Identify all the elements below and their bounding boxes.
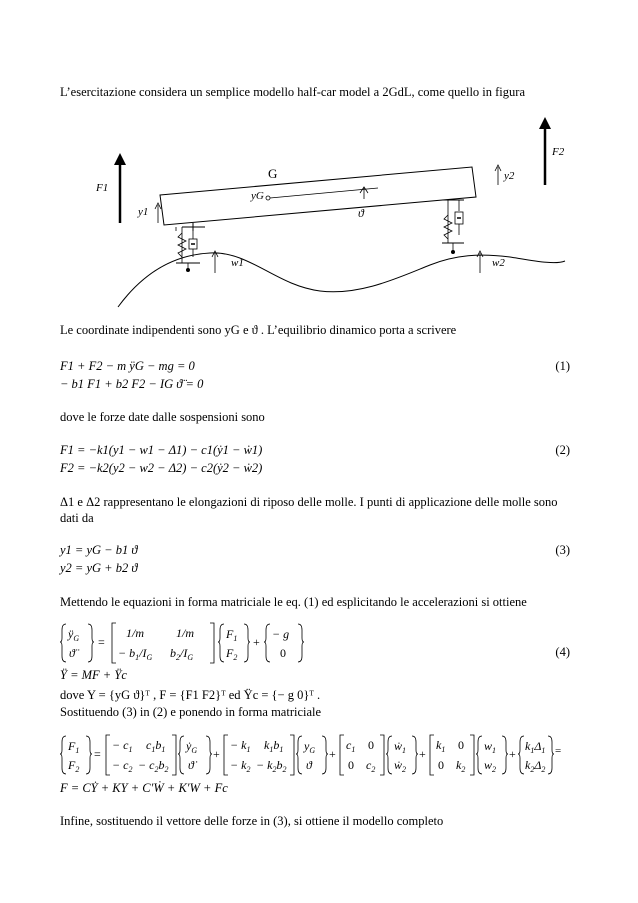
svg-text:− c2: − $c_2$ — [112, 758, 133, 774]
eq4-matrix — [60, 620, 320, 666]
eq3-line2: y2 = yG + b2 ϑ — [60, 561, 138, 575]
svg-text:+: + — [253, 635, 260, 649]
svg-text:k1Δ1: $k_1\Delta_1$ — [525, 739, 546, 755]
svg-text:c1b1: $c_1b_1$ — [146, 738, 166, 754]
definition-text: dove Y = {yG ϑ}ᵀ , F = {F1 F2}ᵀ ed Ÿc = {− g 0}ᵀ . — [60, 688, 321, 702]
forces-text: dove le forze date dalle sospensioni sono — [60, 410, 265, 424]
eq3-number: (3) — [555, 543, 570, 557]
svg-text:− k2: − $k_2$ — [230, 758, 251, 774]
svg-text:1/m: 1/m — [176, 626, 194, 640]
svg-text:c2: $c_2$ — [366, 758, 376, 774]
eq5-matrix — [60, 732, 560, 778]
svg-text:k2: $k_2$ — [456, 758, 466, 774]
label-y2: y2 — [504, 170, 515, 182]
car-body — [160, 167, 476, 225]
label-yG: yG — [251, 190, 264, 202]
label-y1: y1 — [138, 206, 149, 218]
svg-text:F2: $F_2$ — [68, 758, 80, 774]
label-w2: w2 — [492, 257, 505, 269]
label-F2: F2 — [552, 146, 565, 158]
substitution-text: Sostituendo (3) in (2) e ponendo in forma matriciale — [60, 705, 322, 719]
eq2-line1: F1 = −k1(y1 − w1 − Δ1) − c1(ẏ1 − ẇ1) — [60, 443, 263, 457]
eq3-line1: y1 = yG − b1 ϑ — [60, 543, 138, 557]
svg-text:=: = — [555, 745, 562, 757]
svg-text:F1: $F_1$ — [68, 739, 80, 755]
svg-text:0: 0 — [438, 758, 444, 772]
eq4-compact: Ÿ = MF + Ÿc — [60, 668, 127, 682]
coords-text: Le coordinate indipendenti sono yG e ϑ . L’equilibrio dinamico porta a scrivere — [60, 323, 457, 337]
svg-text:ẏG: ẏ$_G$ — [186, 739, 198, 755]
label-F1: F1 — [96, 182, 109, 194]
svg-text:w2: $w_2$ — [484, 758, 497, 774]
eq2-number: (2) — [555, 443, 570, 457]
svg-text:+: + — [419, 747, 426, 761]
svg-text:− b1/IG: − $b_1/I_G$ — [118, 646, 153, 662]
svg-text:0: 0 — [348, 758, 354, 772]
intro-text: L’esercitazione considera un semplice modello half-car model a 2GdL, come quello in figura — [60, 85, 525, 99]
svg-text:ϑ̇: ϑ̇ — [188, 758, 194, 772]
svg-text:ÿG: $ÿ_G$ — [68, 627, 80, 643]
svg-text:k2Δ2: $k_2\Delta_2$ — [525, 758, 546, 774]
svg-text:c1: $c_1$ — [346, 738, 356, 754]
left-suspension — [176, 223, 205, 272]
svg-text:+: + — [509, 747, 516, 761]
svg-text:− g: − g — [272, 627, 290, 641]
eq2-line2: F2 = −k2(y2 − w2 − Δ2) − c2(ẏ2 − ẇ2) — [60, 461, 263, 475]
svg-text:b2/IG: $b_2/I_G$ — [170, 646, 194, 662]
svg-text:yG: $y_G$ — [304, 739, 316, 755]
svg-text:0: 0 — [368, 738, 374, 752]
eq1-line1: F1 + F2 − m ÿG − mg = 0 — [60, 359, 195, 373]
svg-text:ẇ1: ẇ$_1$ — [394, 739, 407, 755]
svg-text:− k2b2: − $k_2b_2$ — [256, 758, 287, 774]
svg-text:− c2b2: − $c_2b_2$ — [138, 758, 169, 774]
svg-text:ϑ: ϑ — [306, 758, 312, 772]
eq4-number: (4) — [555, 645, 570, 659]
final-text: Infine, sostituendo il vettore delle forze in (3), si ottiene il modello completo — [60, 814, 444, 828]
svg-text:− c1: − $c_1$ — [112, 738, 133, 754]
svg-text:F2: $F_2$ — [226, 646, 238, 662]
svg-text:=: = — [94, 747, 101, 761]
svg-text:+: + — [213, 747, 220, 761]
svg-text:k1: $k_1$ — [436, 738, 446, 754]
delta-text-1: Δ1 e Δ2 rappresentano le elongazioni di riposo delle molle. I punti di applicazione delle molle sono — [60, 495, 558, 509]
svg-text:− k1: − $k_1$ — [230, 738, 251, 754]
label-theta: ϑ — [358, 206, 364, 220]
svg-text:ẇ2: ẇ$_2$ — [394, 758, 407, 774]
svg-text:ϑ̈: ϑ̈ — [69, 646, 75, 660]
svg-text:+: + — [329, 747, 336, 761]
eq1-number: (1) — [555, 359, 570, 373]
matrix-text: Mettendo le equazioni in forma matriciale le eq. (1) ed esplicitando le accelerazioni si ottiene — [60, 595, 527, 609]
label-w1: w1 — [231, 257, 244, 269]
label-G: G — [268, 166, 278, 181]
svg-text:k1b1: $k_1b_1$ — [264, 738, 284, 754]
svg-text:1/m: 1/m — [126, 626, 144, 640]
svg-text:0: 0 — [280, 646, 286, 660]
eq5-compact: F = CẎ + KY + C′Ẇ + K′W + Fc — [60, 781, 228, 795]
right-suspension — [442, 200, 464, 254]
svg-text:w1: $w_1$ — [484, 739, 497, 755]
svg-text:0: 0 — [458, 738, 464, 752]
svg-text:F1: $F_1$ — [226, 627, 238, 643]
eq1-line2: − b1 F1 + b2 F2 − IG ϑ̈ = 0 — [60, 377, 204, 391]
delta-text-2: dati da — [60, 511, 94, 525]
svg-text:=: = — [98, 635, 105, 649]
